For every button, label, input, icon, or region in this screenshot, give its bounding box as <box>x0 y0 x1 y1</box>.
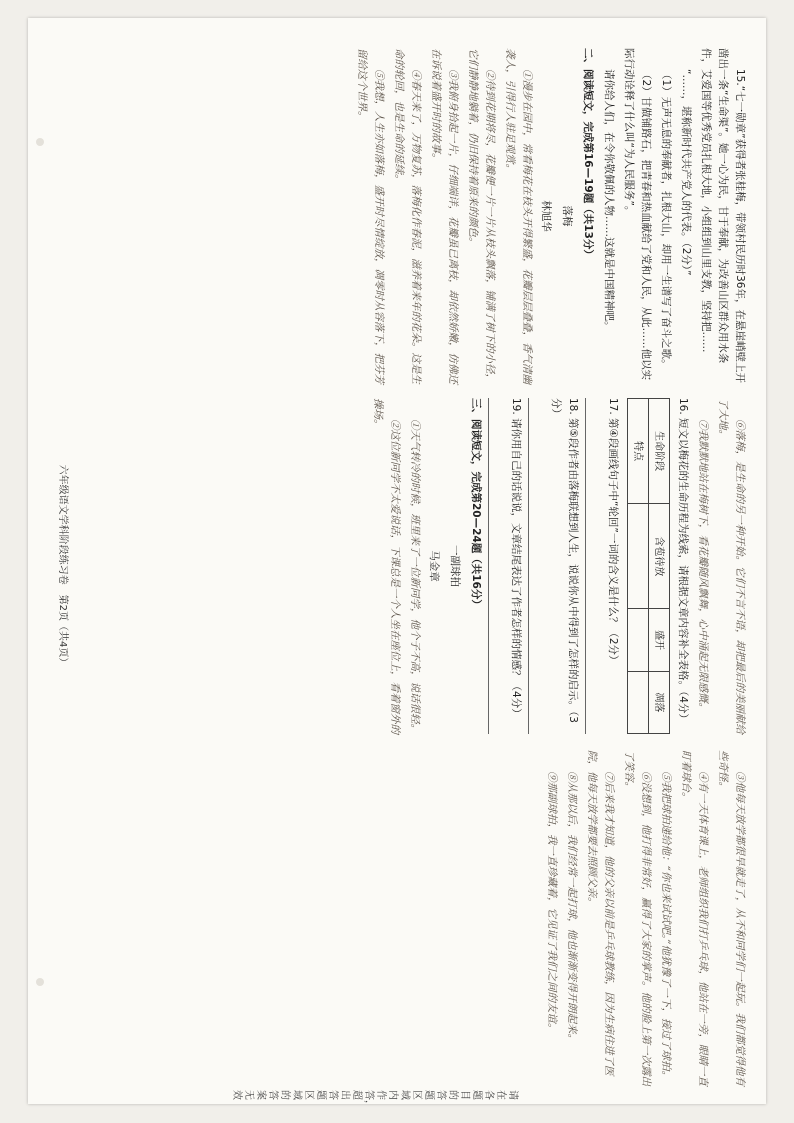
column-middle <box>48 398 748 734</box>
table-header-stage: 生命阶段 <box>649 399 670 504</box>
essay-paragraph-2: ②待到花期将尽，花瓣便一片一片从枝头飘落，铺满了树下的小径，它们静静地躺着，仍旧保持着原来的颜色。 <box>467 48 496 384</box>
essay-paragraph-7: ⑦我默默地站在梅树下，看花瓣随风飘舞，心中涌起无限感慨。 <box>697 419 709 713</box>
reading-2-paragraph-1: ①天气转冷的时候，班里来了一位新同学，他个子不高，说话很轻。 <box>409 419 421 734</box>
life-stage-table <box>627 398 670 734</box>
reading-2-paragraph-2: ②这位新同学不太爱说话，下课总是一个人坐在座位上，看着窗外的操场。 <box>372 398 401 734</box>
section-2-heading: 二、阅读短文，完成第16—19题（共13分） <box>582 48 594 260</box>
table-header-meaning: 含苞待放 <box>649 504 670 609</box>
answer-line <box>585 398 601 734</box>
reading-2-paragraph-3: ③他每天放学都很早就走了，从不和同学们一起玩。我们都觉得他有些奇怪。 <box>717 750 746 1086</box>
essay-paragraph-6: ⑥落梅，是生命的另一种开始。它们不言不语，却把最后的美丽献给了大地。 <box>717 398 746 734</box>
answer-line <box>488 398 504 734</box>
section-3-heading: 三、阅读短文，完成第20—24题（共16分） <box>470 398 482 610</box>
scanned-sheet <box>28 18 766 1110</box>
q15-paragraph-1: 15.“七一勋章”获得者张桂梅，带领村民历时36年，在悬崖峭壁上开凿出一条“生命渠”。她一心为民，甘于奉献，为改善山区群众用水条件，艾爱国等优秀党员扎根大地，小组组到山里支教，坚持把…… <box>700 48 746 383</box>
column-left <box>48 48 748 384</box>
reading-2-author: 马金章 <box>428 550 440 582</box>
reading-2-paragraph-8: ⑧从那以后，我们经常一起打球，他也渐渐变得开朗起来。 <box>566 771 578 1044</box>
question-18: 18. 第⑤段作者由落梅联想到人生，说说你从中得到了怎样的启示。（3分） <box>550 398 579 723</box>
reading-2-title: 一副球拍 <box>449 545 461 587</box>
reading-title: 落梅 <box>561 205 573 227</box>
table-cell-answer-2: 凋落 <box>649 671 670 733</box>
q15-paragraph-4: （2）甘做铺路石，把青春和热血献给了党和人民，从此……他以实际行动诠释了什么叫“为人民服务”。 <box>623 48 652 381</box>
reading-2-paragraph-5: ⑤我把球拍递给他：“你也来试试吧。”他犹豫了一下，接过了球拍。 <box>660 771 672 1081</box>
essay-paragraph-1: ①漫步在园中，常看梅花在枝头开得繁盛，花瓣层层叠叠，香气清幽袭人，引得行人驻足观赏。 <box>504 48 533 384</box>
essay-paragraph-5: ⑤我想，人生亦如落梅，盛开时尽情绽放，凋零时从容落下，把芬芳留给这个世界。 <box>356 48 385 384</box>
rotated-exam-page <box>28 18 766 1110</box>
q15-paragraph-2: “……，堪称新时代共产党人的代表。（2分）” <box>680 69 692 276</box>
essay-paragraph-4: ④春天来了，万物复苏，落梅化作春泥，滋养着来年的花朵。这是生命的轮回，也是生命的延续。 <box>393 48 422 384</box>
table-cell-answer-1: 盛开 <box>649 609 670 671</box>
question-17: 17. 第④段画线句子中“轮回”一词的含义是什么？（2分） <box>607 398 619 666</box>
column-right <box>48 750 748 1110</box>
table-header-traits: 特点 <box>628 399 649 504</box>
reading-2-paragraph-6: ⑥没想到，他打得非常好，赢得了大家的掌声。他的脸上第一次露出了笑容。 <box>623 750 652 1086</box>
question-19: 19. 请你用自己的话说说，文章结尾表达了作者怎样的情感？（4分） <box>510 398 522 719</box>
question-16: 16. 短文以梅花的生命历程为线索，请根据文章内容补全表格。（4分） <box>677 398 689 724</box>
page-footer: 六年级语文学科阶段练习卷 第2页（共4页） <box>57 464 68 668</box>
q15-paragraph-3: （1）无声无息的奉献者，扎根大山，却用一生谱写了奋斗之歌。 <box>660 69 672 370</box>
reading-author: 林旭华 <box>540 200 552 232</box>
reading-2-paragraph-4: ④有一天体育课上，老师组织我们打乒乓球，他站在一旁，眼睛一直盯着球台。 <box>680 750 709 1086</box>
answer-line <box>528 398 544 734</box>
reading-2-paragraph-9: ⑨那副球拍，我一直珍藏着，它见证了我们之间的友谊。 <box>546 771 558 1034</box>
essay-paragraph-3: ③我俯身拾起一片，仔细端详，花瓣虽已离枝，却依然娇嫩，仿佛还在诉说着盛开时的故事。 <box>430 48 459 384</box>
q15-paragraph-5: 请你给人们，在令你敬佩的人物……这就是中国精神吧。 <box>603 69 615 332</box>
margin-note: 请在各题目的答题区域内作答，超出答题区域的答案无效 <box>231 1090 518 1110</box>
reading-2-paragraph-7: ⑦后来我才知道，他的父亲以前是乒乓球教练，因为生病住进了医院，他每天放学都要去照顾父亲。 <box>586 750 615 1076</box>
